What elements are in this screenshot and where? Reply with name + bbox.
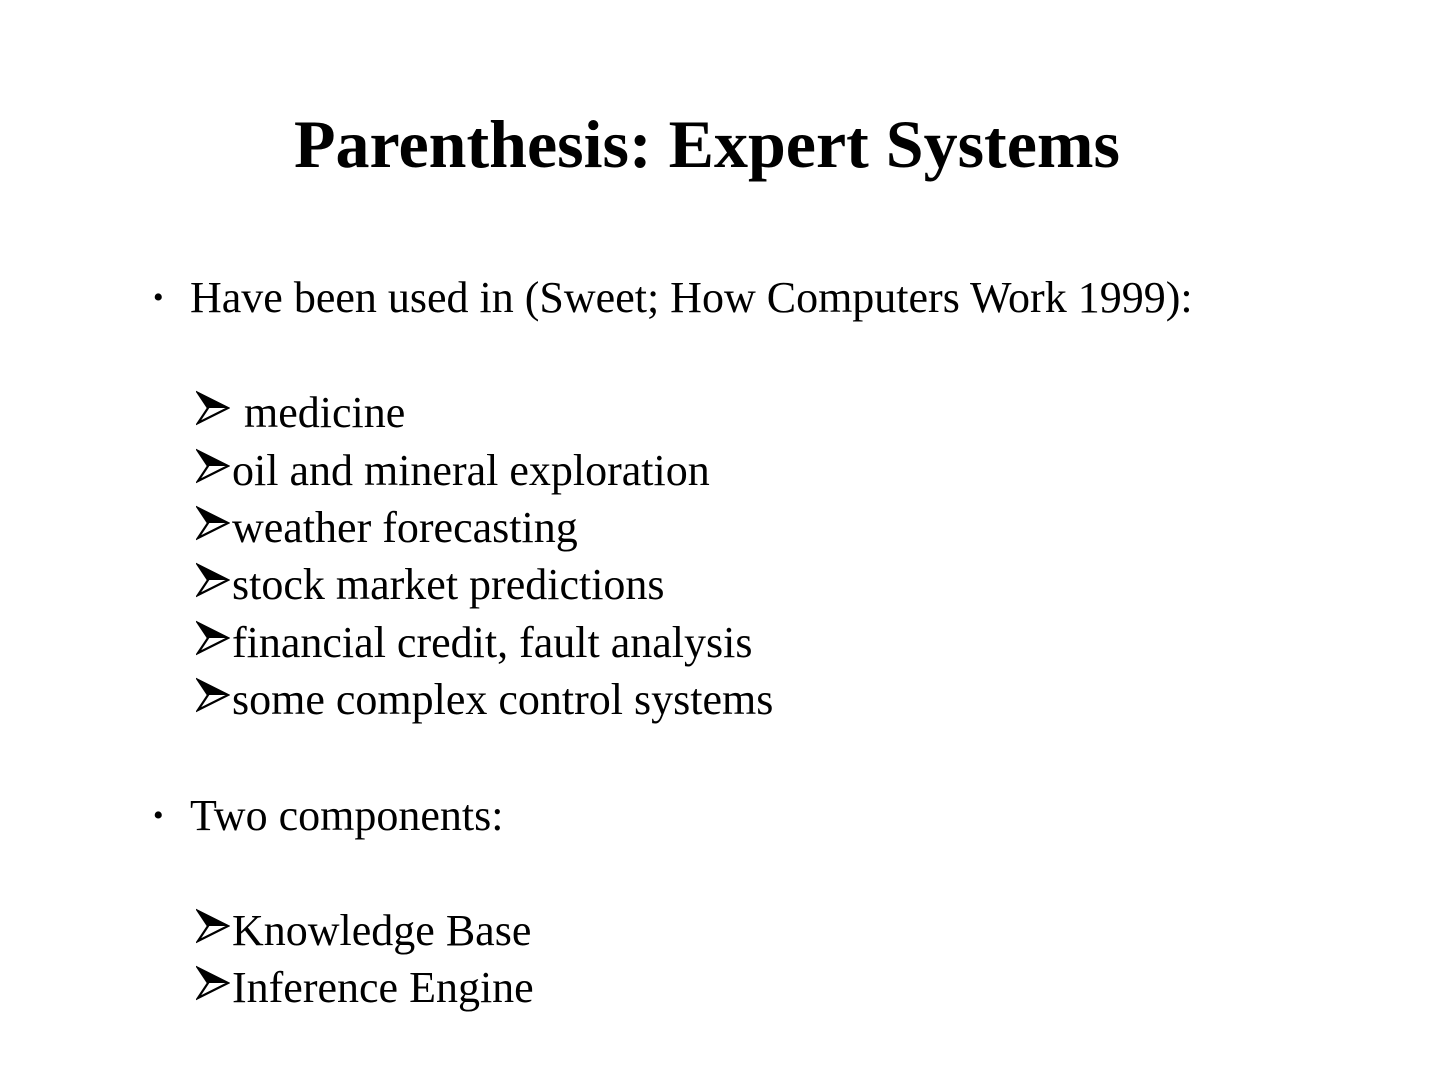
bullet-dot: • bbox=[153, 799, 164, 832]
arrowhead-icon bbox=[196, 390, 230, 426]
sub-bullet-text: Inference Engine bbox=[232, 963, 534, 1012]
arrowhead-icon bbox=[196, 965, 230, 1001]
arrowhead-icon bbox=[196, 908, 230, 944]
arrowhead-icon bbox=[196, 448, 230, 484]
sub-bullet-text: some complex control systems bbox=[232, 675, 774, 724]
arrowhead-icon bbox=[196, 677, 230, 713]
sub-bullet-text: medicine bbox=[244, 388, 406, 437]
sub-bullet-text: oil and mineral exploration bbox=[232, 446, 710, 495]
arrowhead-icon bbox=[196, 505, 230, 541]
arrowhead-icon bbox=[196, 620, 230, 656]
slide-title: Parenthesis: Expert Systems bbox=[294, 106, 1120, 182]
sub-bullet-text: financial credit, fault analysis bbox=[232, 618, 753, 667]
bullet-text: Two components: bbox=[190, 791, 504, 840]
bullet-text: Have been used in (Sweet; How Computers Work 1999): bbox=[190, 273, 1193, 322]
arrowhead-icon bbox=[196, 562, 230, 598]
sub-bullet-text: weather forecasting bbox=[232, 503, 578, 552]
bullet-dot: • bbox=[153, 281, 164, 314]
sub-bullet-text: stock market predictions bbox=[232, 560, 665, 609]
sub-bullet-text: Knowledge Base bbox=[232, 906, 532, 955]
